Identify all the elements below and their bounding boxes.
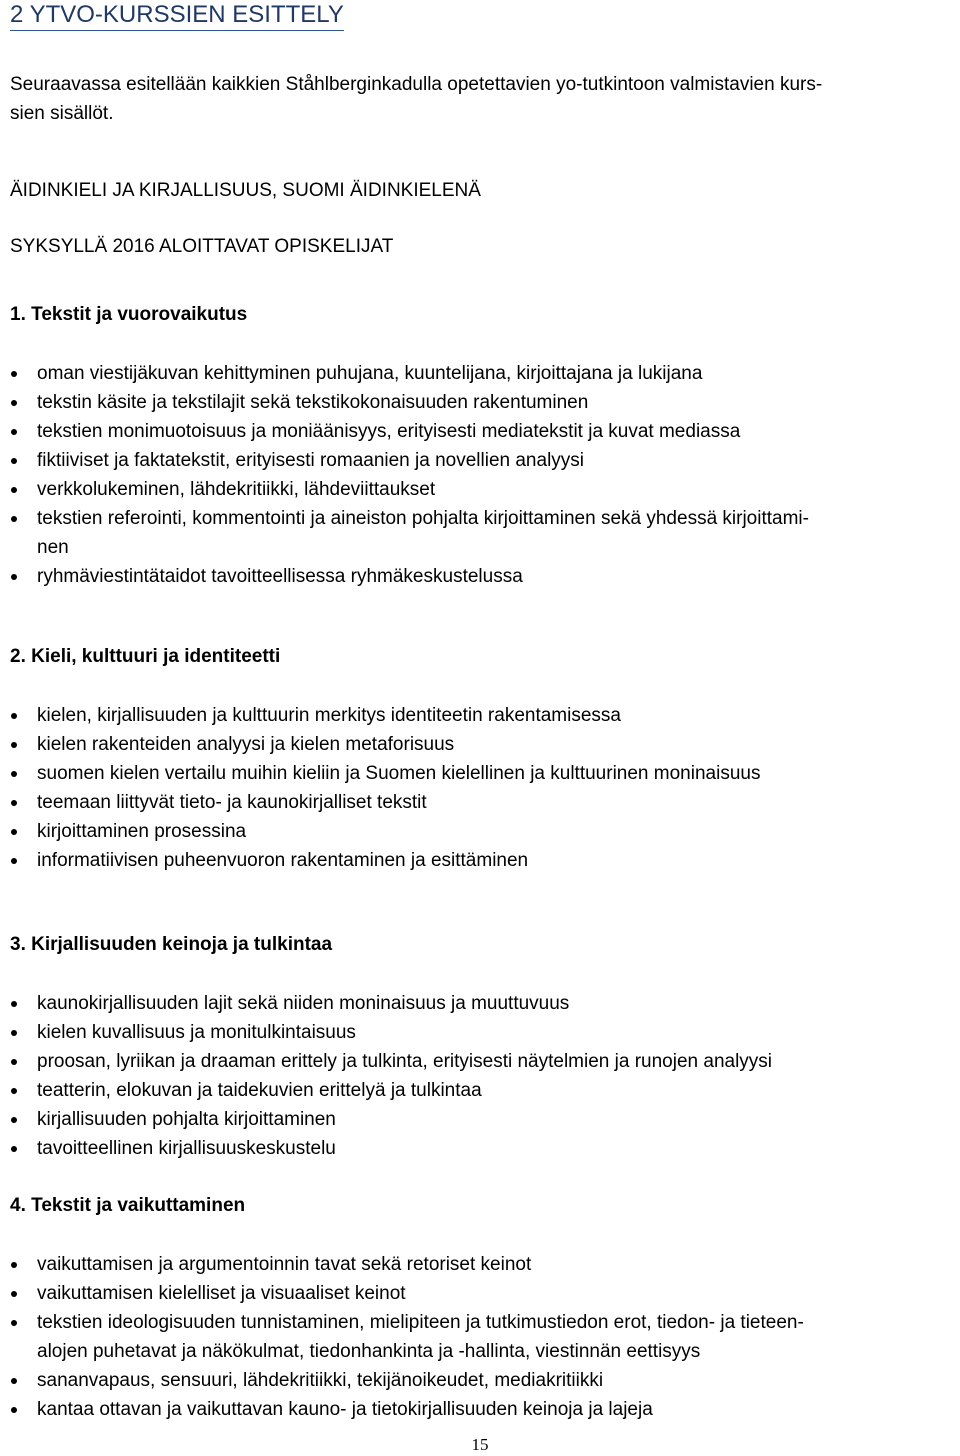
section-2 — [10, 644, 950, 875]
bullet-list — [10, 701, 950, 875]
list-item — [10, 1308, 950, 1366]
chapter-title: 2 YTVO-KURSSIEN ESITTELY — [10, 0, 344, 31]
list-item-text: sananvapaus, sensuuri, lähdekritiikki, tekijänoikeudet, mediakritiikki — [37, 1370, 604, 1391]
bullet-icon — [11, 1378, 17, 1384]
bullet-icon — [11, 800, 17, 806]
bullet-icon — [11, 713, 17, 719]
bullet-icon — [11, 458, 17, 464]
list-item-text: tekstien referointi, kommentointi ja aineiston pohjalta kirjoittaminen sekä yhdessä kirjoittami- nen — [37, 508, 809, 558]
list-item — [10, 989, 950, 1018]
subject-title: ÄIDINKIELI JA KIRJALLISUUS, SUOMI ÄIDINKIELENÄ — [10, 180, 481, 201]
section-1 — [10, 302, 950, 591]
list-item — [10, 1250, 950, 1279]
bullet-list — [10, 359, 950, 591]
list-item — [10, 562, 950, 591]
list-item-text: kirjoittaminen prosessina — [37, 821, 247, 842]
list-item-text: tekstien monimuotoisuus ja moniäänisyys, erityisesti mediatekstit ja kuvat mediassa — [37, 421, 741, 442]
list-item — [10, 1076, 950, 1105]
section-heading: 1. Tekstit ja vuorovaikutus — [10, 304, 248, 325]
list-item-text: kantaa ottavan ja vaikuttavan kauno- ja tietokirjallisuuden keinoja ja lajeja — [37, 1399, 653, 1420]
bullet-icon — [11, 371, 17, 377]
list-item — [10, 759, 950, 788]
document-page — [10, 0, 950, 1424]
intro-paragraph — [10, 70, 950, 128]
list-item-text: tavoitteellinen kirjallisuuskeskustelu — [37, 1138, 336, 1159]
list-item — [10, 817, 950, 846]
page-number: 15 — [471, 1435, 489, 1454]
list-item — [10, 1366, 950, 1395]
bullet-icon — [11, 1320, 17, 1326]
section-4 — [10, 1193, 950, 1424]
list-item-text: kirjallisuuden pohjalta kirjoittaminen — [37, 1109, 336, 1130]
list-item — [10, 446, 950, 475]
list-item-text: proosan, lyriikan ja draaman erittely ja tulkinta, erityisesti näytelmien ja runojen analyysi — [37, 1051, 773, 1072]
list-item-text: oman viestijäkuvan kehittyminen puhujana, kuuntelijana, kirjoittajana ja lukijana — [37, 363, 703, 384]
list-item-text: fiktiiviset ja faktatekstit, erityisesti romaanien ja novellien analyysi — [37, 450, 585, 471]
bullet-icon — [11, 1030, 17, 1036]
list-item — [10, 846, 950, 875]
list-item-text: kielen rakenteiden analyysi ja kielen metaforisuus — [37, 734, 455, 755]
list-item-text: verkkolukeminen, lähdekritiikki, lähdeviittaukset — [37, 479, 436, 500]
list-item-text: kaunokirjallisuuden lajit sekä niiden moninaisuus ja muuttuvuus — [37, 993, 570, 1014]
list-item — [10, 730, 950, 759]
intro-text: Seuraavassa esitellään kaikkien Ståhlberginkadulla opetettavien yo-tutkintoon valmistavien kurs- sien sisällöt. — [10, 74, 823, 124]
bullet-icon — [11, 1059, 17, 1065]
list-item — [10, 701, 950, 730]
syllabus-title: SYKSYLLÄ 2016 ALOITTAVAT OPISKELIJAT — [10, 236, 394, 257]
list-item — [10, 1105, 950, 1134]
bullet-icon — [11, 1001, 17, 1007]
bullet-icon — [11, 429, 17, 435]
section-heading: 4. Tekstit ja vaikuttaminen — [10, 1195, 246, 1216]
bullet-icon — [11, 1291, 17, 1297]
list-item — [10, 388, 950, 417]
bullet-list — [10, 1250, 950, 1424]
bullet-icon — [11, 829, 17, 835]
list-item-text: suomen kielen vertailu muihin kieliin ja Suomen kielellinen ja kulttuurinen moninaisuus — [37, 763, 761, 784]
bullet-icon — [11, 1407, 17, 1413]
list-item — [10, 475, 950, 504]
list-item — [10, 417, 950, 446]
bullet-icon — [11, 1146, 17, 1152]
bullet-icon — [11, 487, 17, 493]
section-heading: 2. Kieli, kulttuuri ja identiteetti — [10, 646, 281, 667]
list-item-text: teemaan liittyvät tieto- ja kaunokirjalliset tekstit — [37, 792, 427, 813]
list-item — [10, 788, 950, 817]
list-item-text: ryhmäviestintätaidot tavoitteellisessa ryhmäkeskustelussa — [37, 566, 523, 587]
section-3 — [10, 932, 950, 1163]
list-item-text: informatiivisen puheenvuoron rakentaminen ja esittäminen — [37, 850, 529, 871]
list-item — [10, 1047, 950, 1076]
list-item-text: tekstin käsite ja tekstilajit sekä tekstikokonaisuuden rakentuminen — [37, 392, 589, 413]
bullet-icon — [11, 858, 17, 864]
bullet-icon — [11, 400, 17, 406]
list-item — [10, 1395, 950, 1424]
list-item — [10, 504, 950, 562]
bullet-icon — [11, 574, 17, 580]
list-item-text: vaikuttamisen ja argumentoinnin tavat sekä retoriset keinot — [37, 1254, 532, 1275]
bullet-icon — [11, 1117, 17, 1123]
bullet-icon — [11, 1262, 17, 1268]
list-item-text: kielen kuvallisuus ja monitulkintaisuus — [37, 1022, 356, 1043]
list-item-text: kielen, kirjallisuuden ja kulttuurin merkitys identiteetin rakentamisessa — [37, 705, 621, 726]
list-item-text: teatterin, elokuvan ja taidekuvien erittelyä ja tulkintaa — [37, 1080, 482, 1101]
list-item-text: tekstien ideologisuuden tunnistaminen, mielipiteen ja tutkimustiedon erot, tiedon- ja tieteen- alojen puhetavat ja näkökulmat, tiedonhankinta ja -hallinta, viestinnän eettisyys — [37, 1312, 804, 1362]
bullet-icon — [11, 516, 17, 522]
section-heading: 3. Kirjallisuuden keinoja ja tulkintaa — [10, 934, 333, 955]
list-item — [10, 1279, 950, 1308]
list-item — [10, 359, 950, 388]
bullet-icon — [11, 771, 17, 777]
bullet-icon — [11, 1088, 17, 1094]
list-item-text: vaikuttamisen kielelliset ja visuaaliset keinot — [37, 1283, 406, 1304]
list-item — [10, 1134, 950, 1163]
bullet-list — [10, 989, 950, 1163]
list-item — [10, 1018, 950, 1047]
bullet-icon — [11, 742, 17, 748]
